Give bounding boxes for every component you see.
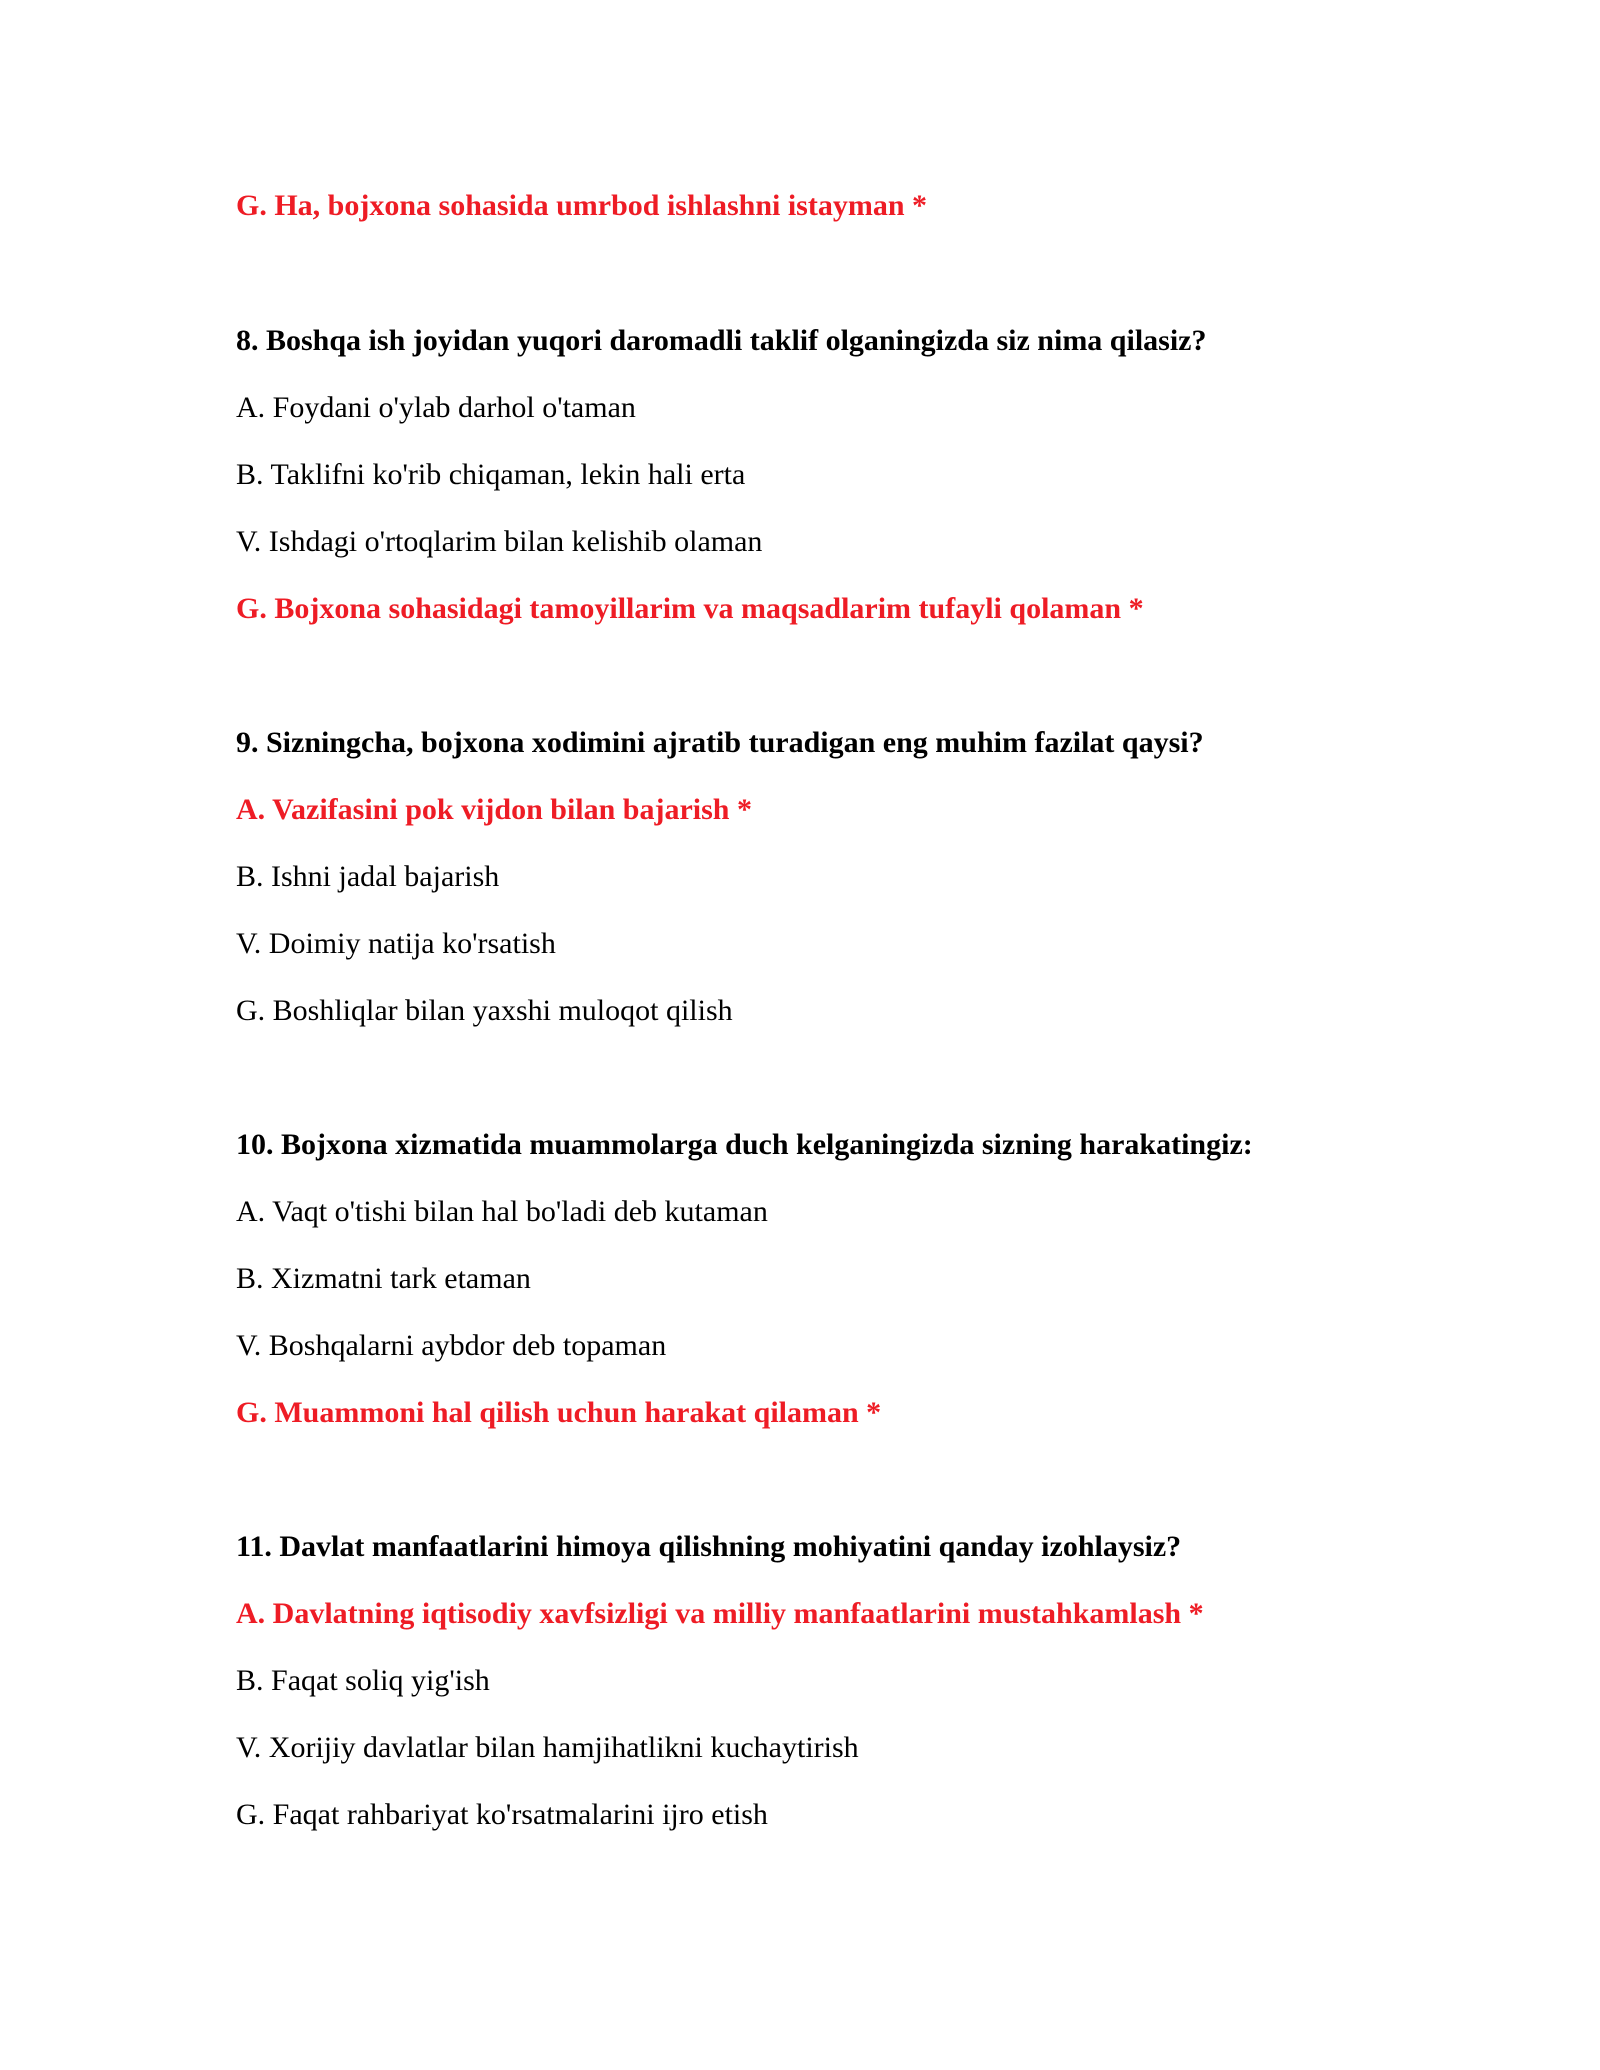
answer-option: B. Faqat soliq yig'ish xyxy=(236,1664,490,1697)
answer-option: G. Boshliqlar bilan yaxshi muloqot qilish xyxy=(236,994,733,1027)
question-text: 9. Sizningcha, bojxona xodimini ajratib turadigan eng muhim fazilat qaysi? xyxy=(236,726,1204,759)
answer-option-correct: G. Ha, bojxona sohasida umrbod ishlashni istayman * xyxy=(236,189,928,222)
answer-option: A. Vaqt o'tishi bilan hal bo'ladi deb kutaman xyxy=(236,1195,768,1228)
answer-option: B. Ishni jadal bajarish xyxy=(236,860,500,893)
answer-option-correct: G. Muammoni hal qilish uchun harakat qilaman * xyxy=(236,1396,882,1429)
answer-option-correct: G. Bojxona sohasidagi tamoyillarim va maqsadlarim tufayli qolaman * xyxy=(236,592,1144,625)
answer-option: B. Taklifni ko'rib chiqaman, lekin hali erta xyxy=(236,458,746,491)
answer-option-correct: A. Davlatning iqtisodiy xavfsizligi va milliy manfaatlarini mustahkamlash * xyxy=(236,1597,1204,1630)
question-text: 11. Davlat manfaatlarini himoya qilishning mohiyatini qanday izohlaysiz? xyxy=(236,1530,1182,1563)
question-text: 8. Boshqa ish joyidan yuqori daromadli taklif olganingizda siz nima qilasiz? xyxy=(236,324,1207,357)
answer-option: V. Boshqalarni aybdor deb topaman xyxy=(236,1329,667,1362)
answer-option: V. Ishdagi o'rtoqlarim bilan kelishib olaman xyxy=(236,525,763,558)
answer-option: G. Faqat rahbariyat ko'rsatmalarini ijro etish xyxy=(236,1798,768,1831)
answer-option-correct: A. Vazifasini pok vijdon bilan bajarish * xyxy=(236,793,752,826)
answer-option: B. Xizmatni tark etaman xyxy=(236,1262,531,1295)
answer-option: A. Foydani o'ylab darhol o'taman xyxy=(236,391,636,424)
answer-option: V. Doimiy natija ko'rsatish xyxy=(236,927,556,960)
question-text: 10. Bojxona xizmatida muammolarga duch kelganingizda sizning harakatingiz: xyxy=(236,1128,1253,1161)
answer-option: V. Xorijiy davlatlar bilan hamjihatlikni kuchaytirish xyxy=(236,1731,859,1764)
